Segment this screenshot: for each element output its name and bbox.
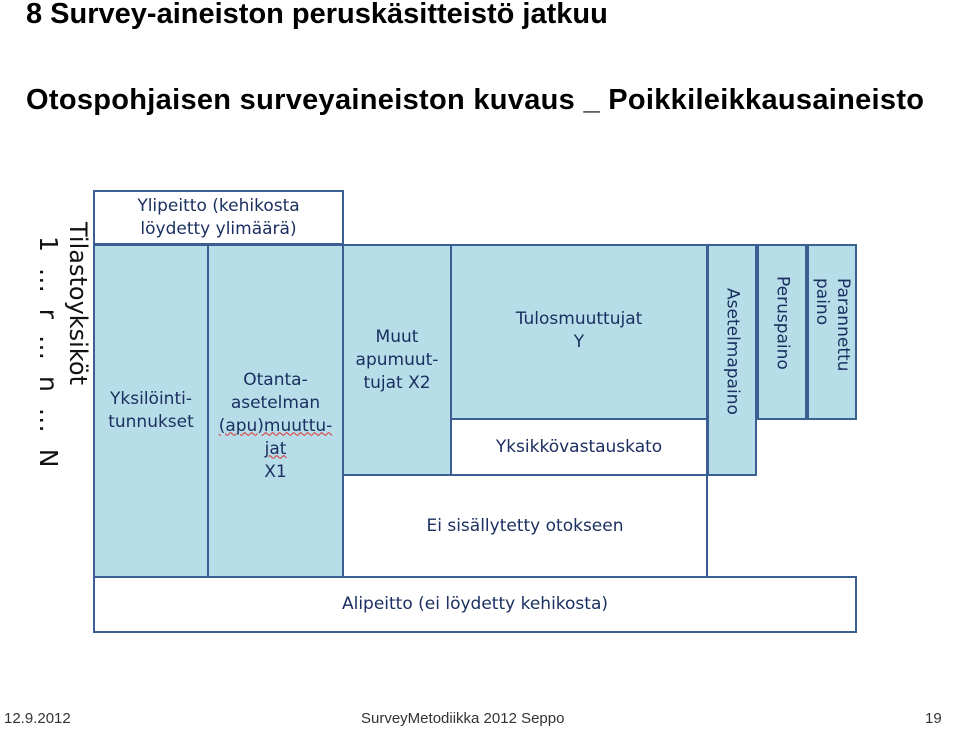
aux-variables-column (342, 244, 452, 476)
identifier-label: Yksilöinti-tunnukset (108, 389, 194, 432)
design-variables-line1: Otanta- (243, 369, 308, 390)
improved-weight-label: Parannettu paino (812, 278, 853, 372)
overcoverage-box (93, 190, 344, 245)
design-variables-column (207, 244, 344, 578)
basic-weight-label: Peruspaino (772, 276, 793, 370)
not-in-sample-label: Ei sisällytetty otokseen (426, 515, 624, 536)
undercoverage-box (93, 576, 857, 633)
footer-center: SurveyMetodiikka 2012 Seppo (361, 710, 565, 727)
statistical-units-label: Tilastoyksiköt (64, 222, 92, 385)
unit-index-sequence: 1 … r … n … N (34, 236, 63, 472)
design-weight-column (707, 244, 757, 476)
unit-nonresponse-box (450, 418, 708, 476)
design-variables-line5: X1 (264, 461, 287, 482)
slide-subtitle: Otospohjaisen surveyaineiston kuvaus _ Poikkileikkausaineisto (26, 84, 925, 116)
identifier-column (93, 244, 209, 578)
overcoverage-label: Ylipeitto (kehikosta löydetty ylimäärä) (137, 195, 300, 239)
design-variables-line3: (apu)muuttu- (218, 415, 333, 436)
design-variables-line2: asetelman (230, 392, 321, 413)
basic-weight-column (757, 244, 807, 420)
slide-title: 8 Survey-aineiston peruskäsitteistö jatkuu (26, 0, 608, 30)
aux-variables-label: Muut apumuut-tujat X2 (355, 326, 439, 393)
outcome-variables-line1: Tulosmuuttujat (515, 309, 643, 329)
improved-weight-column (807, 244, 857, 420)
page-number: 19 (925, 710, 942, 727)
outcome-variables-box (450, 244, 708, 420)
undercoverage-label: Alipeitto (ei löydetty kehikosta) (341, 594, 609, 614)
unit-nonresponse-label: Yksikkövastauskato (495, 436, 663, 457)
footer-date: 12.9.2012 (4, 710, 71, 727)
design-weight-label: Asetelmapaino (722, 288, 743, 415)
design-variables-line4: jat (264, 438, 287, 459)
not-in-sample-box (342, 474, 708, 578)
outcome-variables-line2: Y (573, 332, 585, 352)
